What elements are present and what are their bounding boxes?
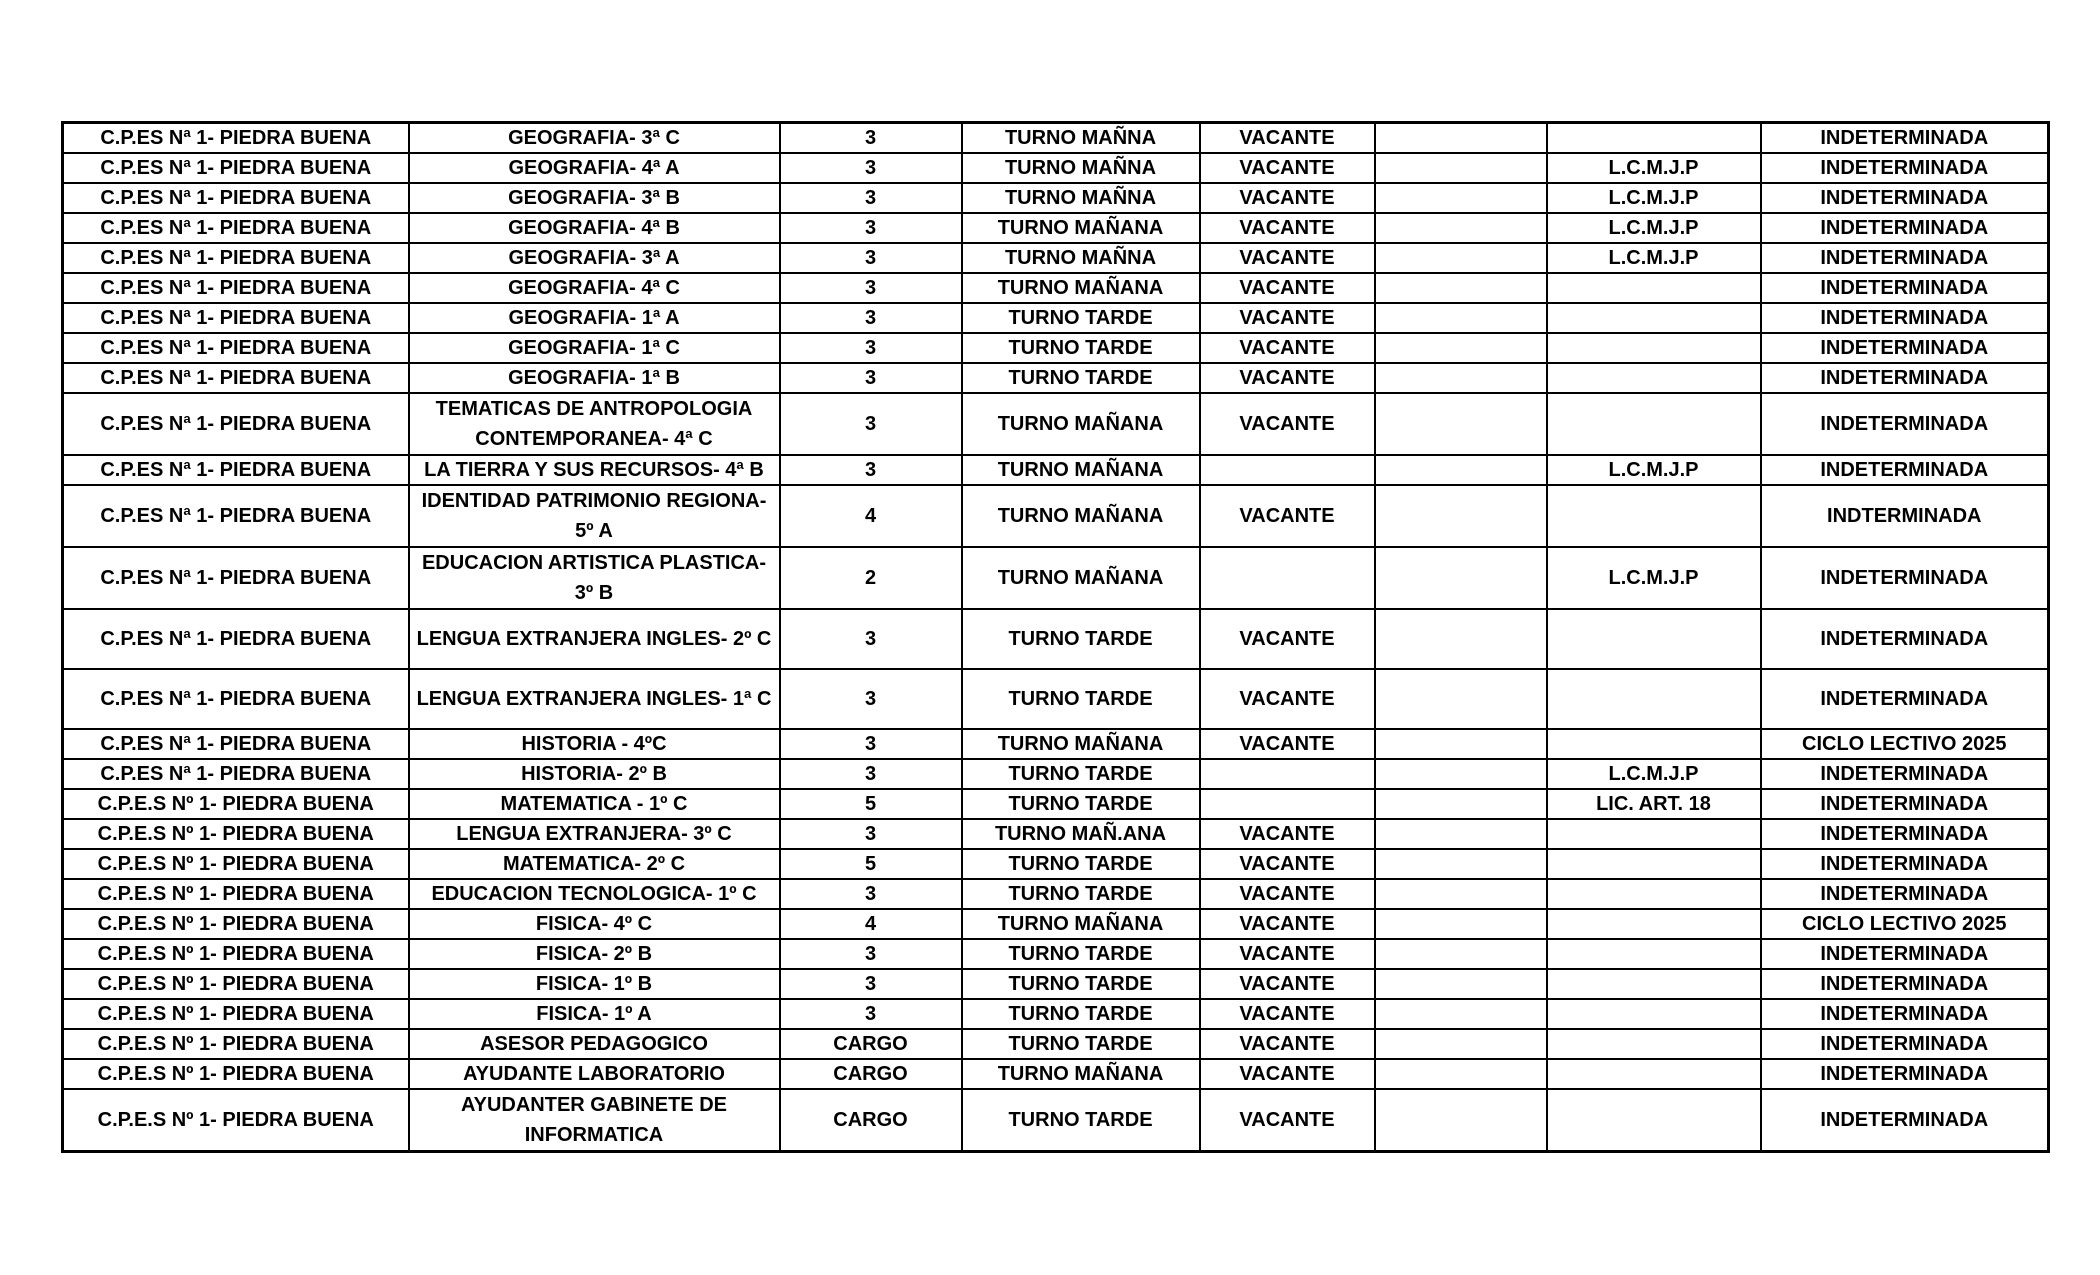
hours-cell: 4: [780, 485, 962, 547]
table-row: [63, 849, 2049, 879]
duration-cell: INDETERMINADA: [1761, 547, 2049, 609]
duration-cell: INDETERMINADA: [1761, 1059, 2049, 1089]
status-cell: VACANTE: [1200, 609, 1375, 669]
hours-cell: 3: [780, 455, 962, 485]
duration-cell: INDETERMINADA: [1761, 183, 2049, 213]
hours-cell: 5: [780, 849, 962, 879]
shift-cell: TURNO TARDE: [962, 363, 1200, 393]
duration-cell: CICLO LECTIVO 2025: [1761, 909, 2049, 939]
subject-cell: AYUDANTE LABORATORIO: [409, 1059, 780, 1089]
leave-type-cell: [1547, 939, 1761, 969]
table-row: [63, 1089, 2049, 1152]
school-cell: C.P.E.S Nº 1- PIEDRA BUENA: [63, 849, 409, 879]
empty-cell: [1375, 303, 1547, 333]
school-cell: C.P.ES Nª 1- PIEDRA BUENA: [63, 759, 409, 789]
school-cell: C.P.E.S Nº 1- PIEDRA BUENA: [63, 879, 409, 909]
hours-cell: CARGO: [780, 1059, 962, 1089]
table-row: [63, 1029, 2049, 1059]
leave-type-cell: [1547, 333, 1761, 363]
duration-cell: INDETERMINADA: [1761, 455, 2049, 485]
duration-cell: INDETERMINADA: [1761, 153, 2049, 183]
school-cell: C.P.ES Nª 1- PIEDRA BUENA: [63, 123, 409, 154]
table-row: [63, 879, 2049, 909]
school-cell: C.P.ES Nª 1- PIEDRA BUENA: [63, 729, 409, 759]
empty-cell: [1375, 393, 1547, 455]
hours-cell: 3: [780, 333, 962, 363]
shift-cell: TURNO MAÑANA: [962, 455, 1200, 485]
leave-type-cell: [1547, 849, 1761, 879]
hours-cell: 3: [780, 939, 962, 969]
status-cell: VACANTE: [1200, 999, 1375, 1029]
status-cell: VACANTE: [1200, 939, 1375, 969]
duration-cell: INDETERMINADA: [1761, 273, 2049, 303]
shift-cell: TURNO MAÑANA: [962, 273, 1200, 303]
empty-cell: [1375, 609, 1547, 669]
subject-cell: EDUCACION ARTISTICA PLASTICA- 3º B: [409, 547, 780, 609]
table-row: [63, 609, 2049, 669]
school-cell: C.P.ES Nª 1- PIEDRA BUENA: [63, 393, 409, 455]
empty-cell: [1375, 969, 1547, 999]
table-body: [63, 123, 2049, 1152]
leave-type-cell: LIC. ART. 18: [1547, 789, 1761, 819]
status-cell: VACANTE: [1200, 273, 1375, 303]
table-row: [63, 243, 2049, 273]
duration-cell: INDETERMINADA: [1761, 789, 2049, 819]
leave-type-cell: [1547, 999, 1761, 1029]
subject-cell: MATEMATICA- 2º C: [409, 849, 780, 879]
leave-type-cell: [1547, 485, 1761, 547]
empty-cell: [1375, 939, 1547, 969]
status-cell: VACANTE: [1200, 849, 1375, 879]
leave-type-cell: [1547, 819, 1761, 849]
shift-cell: TURNO MAÑANA: [962, 213, 1200, 243]
status-cell: VACANTE: [1200, 909, 1375, 939]
subject-cell: GEOGRAFIA- 3ª C: [409, 123, 780, 154]
shift-cell: TURNO MAÑNA: [962, 183, 1200, 213]
hours-cell: 2: [780, 547, 962, 609]
empty-cell: [1375, 759, 1547, 789]
duration-cell: INDETERMINADA: [1761, 879, 2049, 909]
duration-cell: INDETERMINADA: [1761, 393, 2049, 455]
table-row: [63, 547, 2049, 609]
empty-cell: [1375, 909, 1547, 939]
empty-cell: [1375, 183, 1547, 213]
school-cell: C.P.E.S Nº 1- PIEDRA BUENA: [63, 969, 409, 999]
empty-cell: [1375, 213, 1547, 243]
leave-type-cell: [1547, 273, 1761, 303]
leave-type-cell: [1547, 909, 1761, 939]
hours-cell: CARGO: [780, 1089, 962, 1152]
shift-cell: TURNO TARDE: [962, 669, 1200, 729]
leave-type-cell: L.C.M.J.P: [1547, 547, 1761, 609]
table-row: [63, 183, 2049, 213]
hours-cell: 3: [780, 123, 962, 154]
table-row: [63, 485, 2049, 547]
subject-cell: FISICA- 4º C: [409, 909, 780, 939]
table-row: [63, 759, 2049, 789]
shift-cell: TURNO TARDE: [962, 333, 1200, 363]
status-cell: VACANTE: [1200, 213, 1375, 243]
empty-cell: [1375, 849, 1547, 879]
hours-cell: 3: [780, 363, 962, 393]
vacancy-table: [61, 121, 2050, 1153]
shift-cell: TURNO MAÑANA: [962, 909, 1200, 939]
school-cell: C.P.ES Nª 1- PIEDRA BUENA: [63, 669, 409, 729]
shift-cell: TURNO TARDE: [962, 1029, 1200, 1059]
hours-cell: 3: [780, 609, 962, 669]
duration-cell: INDETERMINADA: [1761, 1089, 2049, 1152]
shift-cell: TURNO TARDE: [962, 759, 1200, 789]
subject-cell: ASESOR PEDAGOGICO: [409, 1029, 780, 1059]
leave-type-cell: [1547, 609, 1761, 669]
subject-cell: GEOGRAFIA- 4ª C: [409, 273, 780, 303]
subject-cell: GEOGRAFIA- 4ª A: [409, 153, 780, 183]
subject-cell: LENGUA EXTRANJERA- 3º C: [409, 819, 780, 849]
hours-cell: 4: [780, 909, 962, 939]
leave-type-cell: L.C.M.J.P: [1547, 213, 1761, 243]
subject-cell: TEMATICAS DE ANTROPOLOGIA CONTEMPORANEA- 4ª C: [409, 393, 780, 455]
school-cell: C.P.ES Nª 1- PIEDRA BUENA: [63, 547, 409, 609]
table-row: [63, 939, 2049, 969]
subject-cell: GEOGRAFIA- 3ª B: [409, 183, 780, 213]
shift-cell: TURNO MAÑANA: [962, 1059, 1200, 1089]
hours-cell: 3: [780, 879, 962, 909]
empty-cell: [1375, 1059, 1547, 1089]
status-cell: VACANTE: [1200, 183, 1375, 213]
subject-cell: LENGUA EXTRANJERA INGLES- 1ª C: [409, 669, 780, 729]
status-cell: VACANTE: [1200, 303, 1375, 333]
empty-cell: [1375, 123, 1547, 154]
hours-cell: 3: [780, 729, 962, 759]
leave-type-cell: [1547, 123, 1761, 154]
school-cell: C.P.ES Nª 1- PIEDRA BUENA: [63, 485, 409, 547]
school-cell: C.P.E.S Nº 1- PIEDRA BUENA: [63, 909, 409, 939]
empty-cell: [1375, 1029, 1547, 1059]
duration-cell: INDETERMINADA: [1761, 609, 2049, 669]
table-row: [63, 303, 2049, 333]
duration-cell: INDETERMINADA: [1761, 363, 2049, 393]
school-cell: C.P.ES Nª 1- PIEDRA BUENA: [63, 243, 409, 273]
table-row: [63, 669, 2049, 729]
duration-cell: INDETERMINADA: [1761, 969, 2049, 999]
leave-type-cell: [1547, 363, 1761, 393]
empty-cell: [1375, 333, 1547, 363]
school-cell: C.P.E.S Nº 1- PIEDRA BUENA: [63, 1059, 409, 1089]
subject-cell: LENGUA EXTRANJERA INGLES- 2º C: [409, 609, 780, 669]
subject-cell: HISTORIA - 4ºC: [409, 729, 780, 759]
status-cell: VACANTE: [1200, 243, 1375, 273]
table-row: [63, 1059, 2049, 1089]
school-cell: C.P.E.S Nº 1- PIEDRA BUENA: [63, 789, 409, 819]
hours-cell: 3: [780, 213, 962, 243]
hours-cell: 3: [780, 273, 962, 303]
hours-cell: 5: [780, 789, 962, 819]
table-row: [63, 213, 2049, 243]
hours-cell: 3: [780, 669, 962, 729]
table-row: [63, 789, 2049, 819]
table-row: [63, 729, 2049, 759]
hours-cell: 3: [780, 303, 962, 333]
table-row: [63, 819, 2049, 849]
leave-type-cell: L.C.M.J.P: [1547, 183, 1761, 213]
table-row: [63, 333, 2049, 363]
empty-cell: [1375, 1089, 1547, 1152]
shift-cell: TURNO MAÑANA: [962, 547, 1200, 609]
shift-cell: TURNO MAÑNA: [962, 153, 1200, 183]
table-row: [63, 999, 2049, 1029]
school-cell: C.P.ES Nª 1- PIEDRA BUENA: [63, 303, 409, 333]
school-cell: C.P.E.S Nº 1- PIEDRA BUENA: [63, 999, 409, 1029]
status-cell: VACANTE: [1200, 1029, 1375, 1059]
subject-cell: FISICA- 1º B: [409, 969, 780, 999]
table-row: [63, 123, 2049, 154]
duration-cell: INDETERMINADA: [1761, 669, 2049, 729]
status-cell: VACANTE: [1200, 879, 1375, 909]
school-cell: C.P.E.S Nº 1- PIEDRA BUENA: [63, 939, 409, 969]
leave-type-cell: [1547, 669, 1761, 729]
status-cell: VACANTE: [1200, 485, 1375, 547]
empty-cell: [1375, 669, 1547, 729]
duration-cell: CICLO LECTIVO 2025: [1761, 729, 2049, 759]
table-row: [63, 455, 2049, 485]
shift-cell: TURNO TARDE: [962, 849, 1200, 879]
subject-cell: IDENTIDAD PATRIMONIO REGIONA- 5º A: [409, 485, 780, 547]
leave-type-cell: [1547, 1089, 1761, 1152]
hours-cell: 3: [780, 243, 962, 273]
hours-cell: 3: [780, 393, 962, 455]
shift-cell: TURNO TARDE: [962, 1089, 1200, 1152]
duration-cell: INDETERMINADA: [1761, 213, 2049, 243]
school-cell: C.P.E.S Nº 1- PIEDRA BUENA: [63, 819, 409, 849]
leave-type-cell: [1547, 879, 1761, 909]
status-cell: VACANTE: [1200, 363, 1375, 393]
shift-cell: TURNO TARDE: [962, 999, 1200, 1029]
empty-cell: [1375, 729, 1547, 759]
table-row: [63, 969, 2049, 999]
status-cell: VACANTE: [1200, 393, 1375, 455]
duration-cell: INDETERMINADA: [1761, 999, 2049, 1029]
status-cell: [1200, 455, 1375, 485]
status-cell: VACANTE: [1200, 729, 1375, 759]
empty-cell: [1375, 547, 1547, 609]
table-row: [63, 363, 2049, 393]
empty-cell: [1375, 789, 1547, 819]
hours-cell: 3: [780, 999, 962, 1029]
empty-cell: [1375, 879, 1547, 909]
leave-type-cell: [1547, 729, 1761, 759]
shift-cell: TURNO TARDE: [962, 969, 1200, 999]
duration-cell: INDETERMINADA: [1761, 819, 2049, 849]
status-cell: [1200, 547, 1375, 609]
hours-cell: CARGO: [780, 1029, 962, 1059]
duration-cell: INDTERMINADA: [1761, 485, 2049, 547]
school-cell: C.P.ES Nª 1- PIEDRA BUENA: [63, 363, 409, 393]
school-cell: C.P.E.S Nº 1- PIEDRA BUENA: [63, 1029, 409, 1059]
duration-cell: INDETERMINADA: [1761, 1029, 2049, 1059]
shift-cell: TURNO MAÑANA: [962, 729, 1200, 759]
shift-cell: TURNO TARDE: [962, 303, 1200, 333]
table-row: [63, 153, 2049, 183]
subject-cell: LA TIERRA Y SUS RECURSOS- 4ª B: [409, 455, 780, 485]
shift-cell: TURNO TARDE: [962, 789, 1200, 819]
school-cell: C.P.ES Nª 1- PIEDRA BUENA: [63, 213, 409, 243]
subject-cell: FISICA- 2º B: [409, 939, 780, 969]
status-cell: VACANTE: [1200, 819, 1375, 849]
empty-cell: [1375, 243, 1547, 273]
subject-cell: GEOGRAFIA- 1ª A: [409, 303, 780, 333]
leave-type-cell: [1547, 303, 1761, 333]
subject-cell: GEOGRAFIA- 3ª A: [409, 243, 780, 273]
status-cell: VACANTE: [1200, 333, 1375, 363]
table-row: [63, 273, 2049, 303]
empty-cell: [1375, 485, 1547, 547]
leave-type-cell: L.C.M.J.P: [1547, 455, 1761, 485]
status-cell: VACANTE: [1200, 123, 1375, 154]
school-cell: C.P.ES Nª 1- PIEDRA BUENA: [63, 183, 409, 213]
empty-cell: [1375, 273, 1547, 303]
school-cell: C.P.E.S Nº 1- PIEDRA BUENA: [63, 1089, 409, 1152]
subject-cell: GEOGRAFIA- 1ª B: [409, 363, 780, 393]
empty-cell: [1375, 363, 1547, 393]
duration-cell: INDETERMINADA: [1761, 759, 2049, 789]
subject-cell: GEOGRAFIA- 1ª C: [409, 333, 780, 363]
leave-type-cell: [1547, 1029, 1761, 1059]
empty-cell: [1375, 455, 1547, 485]
school-cell: C.P.ES Nª 1- PIEDRA BUENA: [63, 333, 409, 363]
subject-cell: GEOGRAFIA- 4ª B: [409, 213, 780, 243]
subject-cell: EDUCACION TECNOLOGICA- 1º C: [409, 879, 780, 909]
shift-cell: TURNO MAÑNA: [962, 243, 1200, 273]
table-row: [63, 909, 2049, 939]
school-cell: C.P.ES Nª 1- PIEDRA BUENA: [63, 455, 409, 485]
duration-cell: INDETERMINADA: [1761, 243, 2049, 273]
hours-cell: 3: [780, 819, 962, 849]
shift-cell: TURNO MAÑ.ANA: [962, 819, 1200, 849]
empty-cell: [1375, 999, 1547, 1029]
leave-type-cell: [1547, 969, 1761, 999]
leave-type-cell: L.C.M.J.P: [1547, 153, 1761, 183]
shift-cell: TURNO TARDE: [962, 879, 1200, 909]
status-cell: [1200, 789, 1375, 819]
hours-cell: 3: [780, 153, 962, 183]
status-cell: VACANTE: [1200, 669, 1375, 729]
status-cell: VACANTE: [1200, 1089, 1375, 1152]
hours-cell: 3: [780, 183, 962, 213]
leave-type-cell: [1547, 393, 1761, 455]
hours-cell: 3: [780, 969, 962, 999]
subject-cell: FISICA- 1º A: [409, 999, 780, 1029]
school-cell: C.P.ES Nª 1- PIEDRA BUENA: [63, 609, 409, 669]
shift-cell: TURNO MAÑANA: [962, 485, 1200, 547]
shift-cell: TURNO TARDE: [962, 609, 1200, 669]
subject-cell: HISTORIA- 2º B: [409, 759, 780, 789]
subject-cell: MATEMATICA - 1º C: [409, 789, 780, 819]
status-cell: VACANTE: [1200, 1059, 1375, 1089]
subject-cell: AYUDANTER GABINETE DE INFORMATICA: [409, 1089, 780, 1152]
shift-cell: TURNO MAÑNA: [962, 123, 1200, 154]
school-cell: C.P.ES Nª 1- PIEDRA BUENA: [63, 153, 409, 183]
shift-cell: TURNO TARDE: [962, 939, 1200, 969]
empty-cell: [1375, 819, 1547, 849]
table-row: [63, 393, 2049, 455]
leave-type-cell: L.C.M.J.P: [1547, 759, 1761, 789]
duration-cell: INDETERMINADA: [1761, 333, 2049, 363]
duration-cell: INDETERMINADA: [1761, 303, 2049, 333]
school-cell: C.P.ES Nª 1- PIEDRA BUENA: [63, 273, 409, 303]
duration-cell: INDETERMINADA: [1761, 123, 2049, 154]
leave-type-cell: L.C.M.J.P: [1547, 243, 1761, 273]
leave-type-cell: [1547, 1059, 1761, 1089]
status-cell: VACANTE: [1200, 969, 1375, 999]
status-cell: [1200, 759, 1375, 789]
hours-cell: 3: [780, 759, 962, 789]
status-cell: VACANTE: [1200, 153, 1375, 183]
empty-cell: [1375, 153, 1547, 183]
duration-cell: INDETERMINADA: [1761, 939, 2049, 969]
duration-cell: INDETERMINADA: [1761, 849, 2049, 879]
shift-cell: TURNO MAÑANA: [962, 393, 1200, 455]
